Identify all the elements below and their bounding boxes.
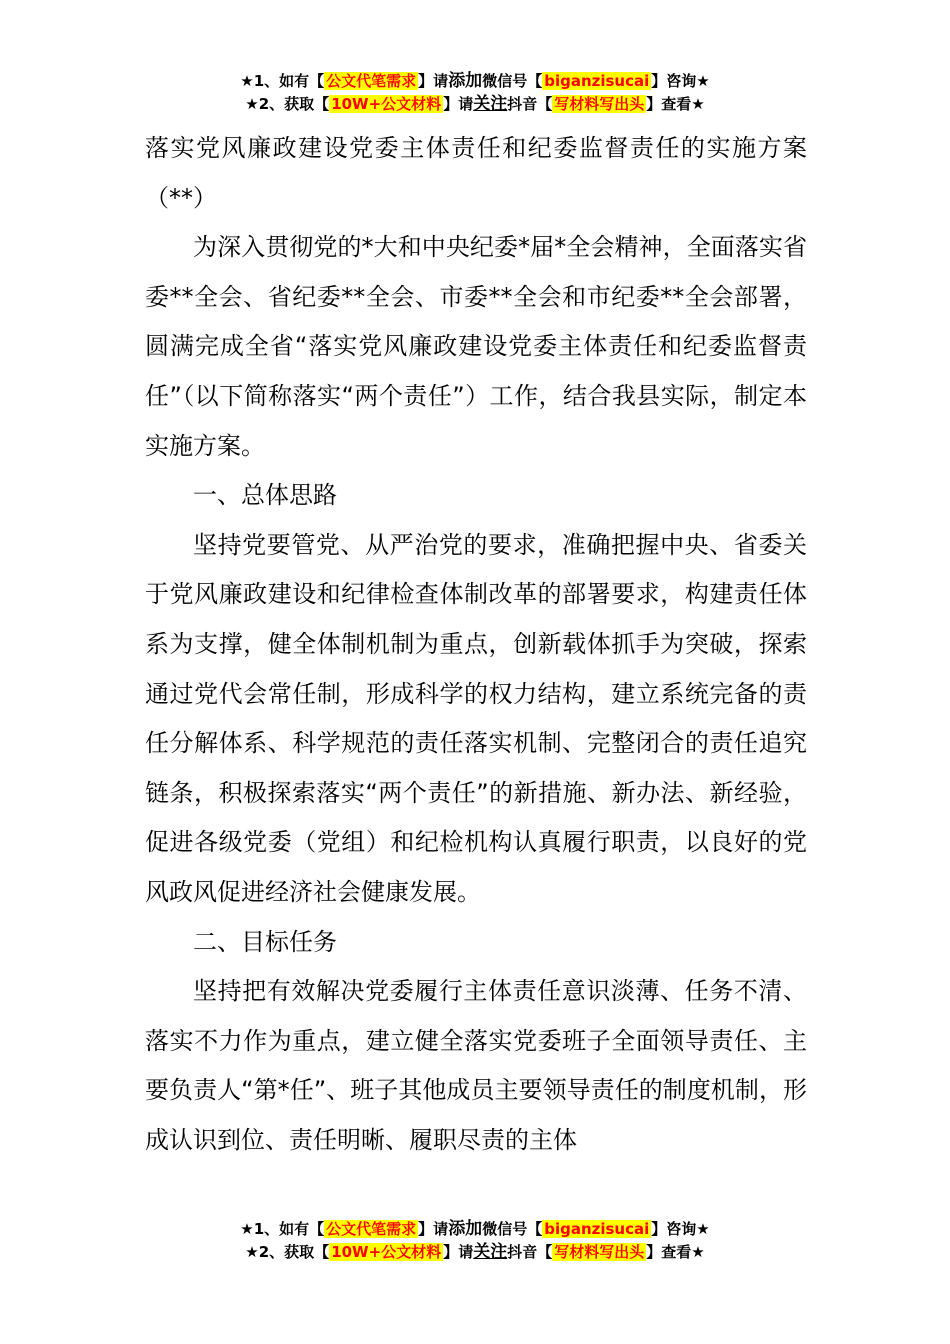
highlight-materials: 10W+公文材料 bbox=[331, 95, 442, 113]
heading-overall-approach: 一、总体思路 bbox=[193, 481, 337, 510]
highlight-service: 公文代笔需求 bbox=[326, 1220, 417, 1238]
paragraph-overall-approach: 坚持党要管党、从严治党的要求，准确把握中央、省委关于党风廉政建设和纪律检查体制改革的部署要求，构建责任体系为支撑，健全体制机制为重点，创新载体抓手为突破，探索通过党代会常任制，形成科学的权力结构，建立系统完备的责任分解体系、科学规范的责任落实机制、完整闭合的责任追究链条，积极探索落实“两个责任”的新措施、新办法、新经验，促进各级党委（党组）和纪检机构认真履行职责，以良好的党风政风促进经济社会健康发展。 bbox=[145, 530, 807, 906]
heading-goals-tasks: 二、目标任务 bbox=[193, 927, 337, 956]
promo-line-2: ★2、获取【 10W+公文材料 】请关注抖音【 写材料写出头 】查看★ bbox=[245, 94, 705, 114]
paragraph-goals-tasks: 坚持把有效解决党委履行主体责任意识淡薄、任务不清、落实不力作为重点，建立健全落实党委班子全面领导责任、主要负责人“第*任”、班子其他成员主要领导责任的制度机制，形成认识到位、责任明晰、履职尽责的主体 bbox=[145, 977, 807, 1154]
paragraph-intro: 为深入贯彻党的*大和中央纪委*届*全会精神，全面落实省委**全会、省纪委**全会、市委**全会和市纪委**全会部署，圆满完成全省“落实党风廉政建设党委主体责任和纪委监督责任”（以下简称落实“两个责任”）工作，结合我县实际，制定本实施方案。 bbox=[145, 233, 807, 460]
promo-line-2: ★2、获取【 10W+公文材料 】请关注抖音【 写材料写出头 】查看★ bbox=[245, 1242, 705, 1262]
document-title: 落实党风廉政建设党委主体责任和纪委监督责任的实施方案（**） bbox=[145, 134, 807, 212]
promo-banner-top bbox=[0, 70, 950, 116]
promo-banner-bottom bbox=[0, 1218, 950, 1264]
document-body bbox=[145, 124, 807, 1165]
promo-line-1: ★1、如有【 公文代笔需求 】请添加微信号【 biganzisucai 】咨询★ bbox=[240, 71, 710, 91]
highlight-douyin-id: 写材料写出头 bbox=[554, 95, 645, 113]
highlight-service: 公文代笔需求 bbox=[326, 72, 417, 90]
highlight-wechat-id: biganzisucai bbox=[544, 72, 650, 90]
highlight-wechat-id: biganzisucai bbox=[544, 1220, 650, 1238]
highlight-douyin-id: 写材料写出头 bbox=[554, 1243, 645, 1261]
promo-line-1: ★1、如有【 公文代笔需求 】请添加微信号【 biganzisucai 】咨询★ bbox=[240, 1219, 710, 1239]
highlight-materials: 10W+公文材料 bbox=[331, 1243, 442, 1261]
